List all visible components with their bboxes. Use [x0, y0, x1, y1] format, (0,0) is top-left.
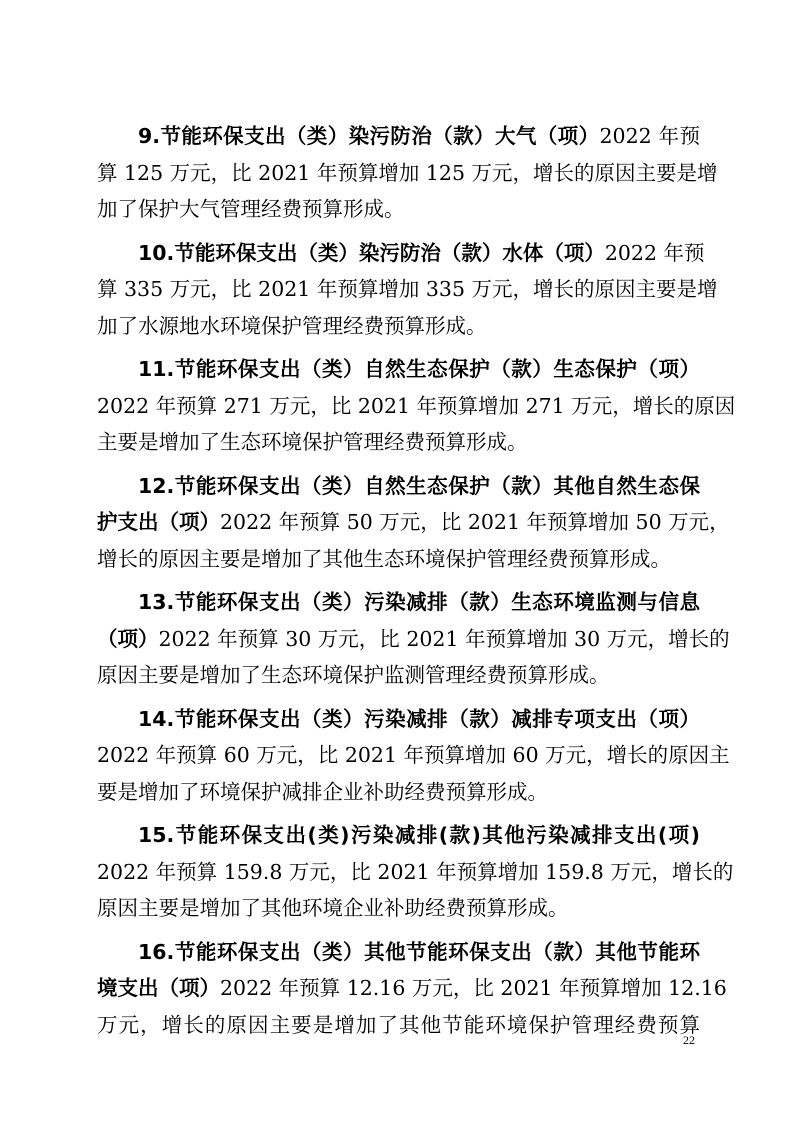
- item-text: 2022 年预算 159.8 万元，比 2021 年预算增加 159.8 万元，增长的: [97, 859, 734, 884]
- item-text: 增长的原因主要是增加了其他生态环境保护管理经费预算形成。: [97, 546, 671, 571]
- item-text: 要是增加了环境保护减排企业补助经费预算形成。: [97, 779, 548, 804]
- text-line: [97, 701, 700, 738]
- paragraph: [97, 934, 727, 1044]
- text-line: [97, 118, 700, 155]
- item-heading: 11.节能环保支出（类）自然生态保护（款）生态保护（项）: [138, 357, 700, 381]
- text-line: [97, 817, 700, 854]
- text-line: [97, 155, 718, 192]
- text-line: [97, 308, 700, 345]
- text-line: [97, 621, 730, 658]
- item-text: 2022 年预算 60 万元，比 2021 年预算增加 60 万元，增长的原因主: [97, 743, 730, 767]
- item-heading: 15.节能环保支出(类)污染减排(款)其他污染减排支出(项): [138, 823, 700, 847]
- item-text: 加了保护大气管理经费预算形成。: [97, 197, 405, 221]
- paragraph: [97, 351, 736, 461]
- text-line: [97, 388, 736, 425]
- item-heading: 14.节能环保支出（类）污染减排（款）减排专项支出（项）: [138, 706, 700, 731]
- item-text: 原因主要是增加了其他环境企业补助经费预算形成。: [97, 896, 569, 920]
- text-line: [97, 1007, 700, 1044]
- paragraph: [97, 468, 730, 578]
- item-heading: 12.节能环保支出（类）自然生态保护（款）其他自然生态保: [138, 473, 700, 498]
- text-line: [97, 934, 700, 971]
- text-line: [97, 890, 700, 927]
- paragraph: [97, 235, 718, 345]
- text-line: [97, 737, 730, 774]
- page-number: 22: [683, 1033, 695, 1047]
- item-text: 2022 年预算 12.16 万元，比 2021 年预算增加 12.16: [220, 976, 727, 1000]
- text-line: [97, 468, 700, 505]
- item-heading: 16.节能环保支出（类）其他节能环保支出（款）其他节能环: [138, 939, 700, 964]
- item-text: 2022 年预算 30 万元，比 2021 年预算增加 30 万元，增长的: [158, 626, 730, 651]
- text-line: [97, 657, 700, 694]
- item-text: 原因主要是增加了生态环境保护监测管理经费预算形成。: [97, 663, 610, 687]
- text-line: [97, 424, 700, 461]
- text-line: [97, 584, 700, 621]
- text-line: [97, 854, 734, 891]
- item-text: 2022 年预算 50 万元，比 2021 年预算增加 50 万元，: [220, 510, 730, 534]
- text-line: [97, 271, 718, 308]
- document-body: [97, 118, 736, 1050]
- item-heading: 境支出（项）: [97, 976, 220, 1000]
- item-text: 2022 年预算 271 万元，比 2021 年预算增加 271 万元，增长的原因: [97, 393, 736, 418]
- item-heading: 9.节能环保支出（类）染污防治（款）大气（项）: [138, 124, 600, 148]
- item-heading: 护支出（项）: [97, 510, 220, 534]
- item-text: 算 335 万元，比 2021 年预算增加 335 万元，增长的原因主要是增: [97, 277, 718, 301]
- item-heading: 10.节能环保支出（类）染污防治（款）水体（项）: [138, 240, 605, 265]
- item-heading: 13.节能环保支出（类）污染减排（款）生态环境监测与信息: [138, 590, 700, 614]
- paragraph: [97, 118, 718, 228]
- item-text: 2022 年预: [604, 240, 705, 265]
- paragraph: [97, 817, 734, 927]
- text-line: [97, 351, 700, 388]
- item-text: 主要是增加了生态环境保护管理经费预算形成。: [97, 430, 528, 454]
- text-line: [97, 191, 700, 228]
- text-line: [97, 235, 705, 272]
- item-text: 万元，增长的原因主要是增加了其他节能环境保护管理经费预算: [97, 1012, 700, 1037]
- paragraph: [97, 584, 730, 694]
- text-line: [97, 774, 700, 811]
- item-heading: （项）: [97, 626, 159, 651]
- paragraph: [97, 701, 730, 811]
- text-line: [97, 970, 727, 1007]
- item-text: 2022 年预: [599, 124, 700, 148]
- item-text: 算 125 万元，比 2021 年预算增加 125 万元，增长的原因主要是增: [97, 160, 718, 185]
- item-text: 加了水源地水环境保护管理经费预算形成。: [97, 313, 487, 338]
- text-line: [97, 541, 700, 578]
- text-line: [97, 504, 730, 541]
